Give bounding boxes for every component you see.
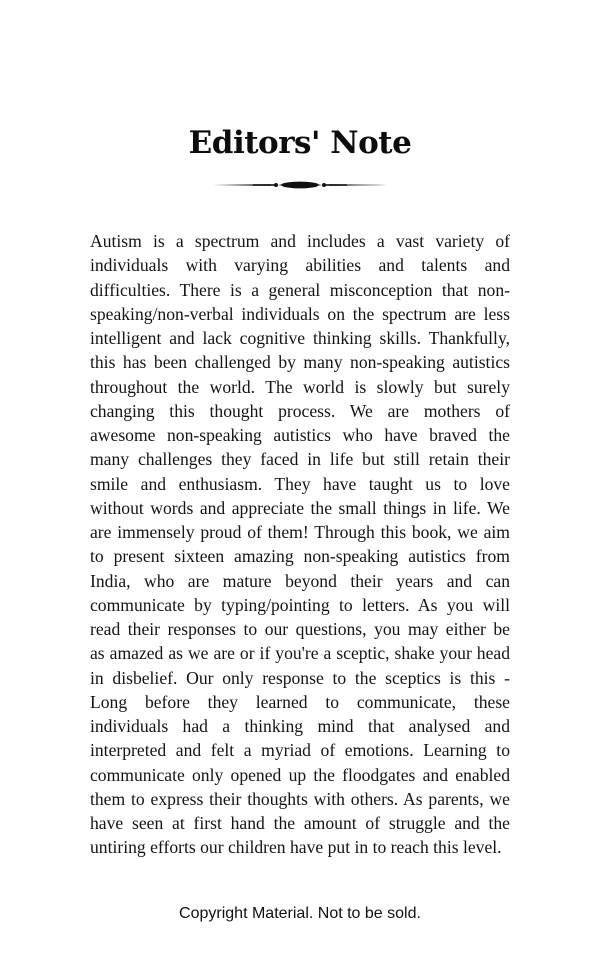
body-line: to present sixteen amazing non-speaking autistics from (90, 546, 510, 567)
body-line: India, who are mature beyond their years and can (90, 570, 510, 591)
body-line: are immensely proud of them! Through this book, we aim (90, 522, 510, 542)
body-line: have seen at first hand the amount of struggle and the (90, 813, 510, 833)
body-line: communicate only opened up the floodgates and enabled (90, 764, 510, 785)
body-line: untiring efforts our children have put in to reach this level. (90, 837, 502, 858)
body-line: them to express their thoughts with others. As parents, we (90, 788, 510, 809)
page-title: Editors' Note (188, 125, 412, 161)
editors-note-body (90, 229, 510, 860)
body-line: in disbelief. Our only response to the sceptics is this - (90, 667, 510, 688)
body-line: as amazed as we are or if you're a sceptic, shake your head (90, 643, 510, 664)
body-line: speaking/non-verbal individuals on the spectrum are less (90, 303, 510, 324)
body-line: throughout the world. The world is slowly but surely (90, 376, 510, 397)
body-line: without words and appreciate the small things in life. We (90, 497, 510, 518)
body-line: this has been challenged by many non-speaking autistics (90, 352, 510, 373)
body-line: communicate by typing/pointing to letters. As you will (90, 594, 510, 615)
body-line: changing this thought process. We are mothers of (90, 400, 510, 421)
body-line: interpreted and felt a myriad of emotions. Learning to (90, 740, 510, 761)
body-line: Long before they learned to communicate, these (90, 691, 510, 712)
body-line: smile and enthusiasm. They have taught us to love (90, 473, 510, 494)
body-line: intelligent and lack cognitive thinking skills. Thankfully, (90, 328, 510, 348)
body-line: read their responses to our questions, you may either be (90, 619, 510, 639)
body-line: difficulties. There is a general misconception that non- (90, 279, 510, 300)
body-line: awesome non-speaking autistics who have braved the (90, 425, 510, 445)
body-line: individuals with varying abilities and talents and (90, 255, 510, 276)
body-line: many challenges they faced in life but still retain their (90, 449, 510, 470)
copyright-notice: Copyright Material. Not to be sold. (179, 905, 421, 922)
body-line: individuals had a thinking mind that analysed and (90, 716, 510, 736)
body-line: Autism is a spectrum and includes a vast variety of (90, 231, 510, 251)
decorative-divider-icon (213, 178, 387, 192)
